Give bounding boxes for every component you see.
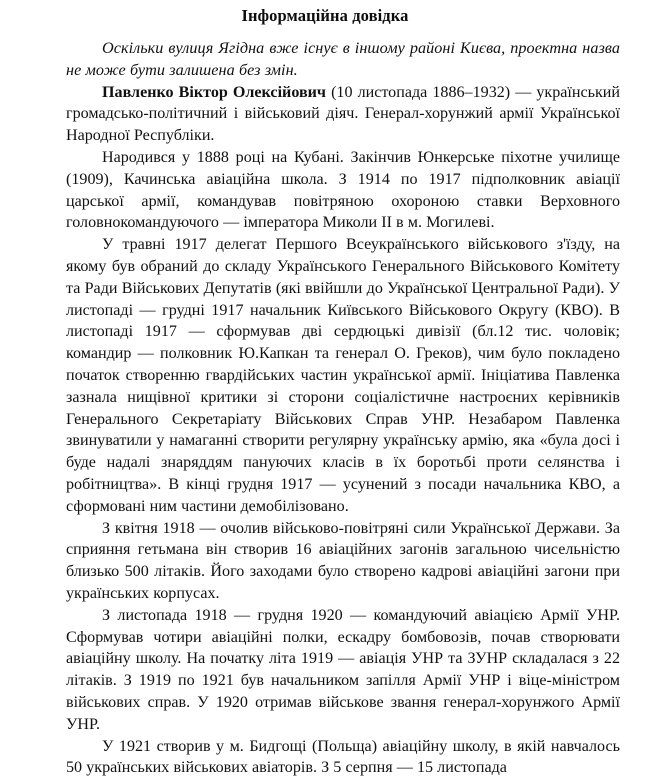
paragraph-1917-service: У травні 1917 делегат Першого Всеукраїнського військового з'їзду, на якому був обраний до складу Українського Генерального Військового Комітету та Ради Військових Депутатів (які ввійшли до Української Центральної Ради). У листопаді — грудні 1917 начальник Київського Військового Округу (КВО). В листопаді 1917 — сформував дві сердюцькі дивізії (бл.12 тис. чоловік; командир — полковник Ю.Капкан та генерал О. Греков), чим було покладено початок створенню гвардійських частин української армії. Ініціатива Павленка зазнала нищівної критики зі сторони соціалістичне настроєних керівників Генерального Секретаріату Військових Справ УНР. Незабаром Павленка звинуватили у намаганні створити регулярну українську армію, яка «була досі і буде надалі знаряддям пануючих класів в їх боротьбі проти селянства і робітництва». В кінці грудня 1917 — усунений з посади начальника КВО, а сформовані ним частини демобілізовано. <box>66 234 620 517</box>
person-description: (10 листопада 1886–1932) — український громадсько-політичний і військовий діяч. Генерал-хорунжий армії Української Народної Республіки. <box>66 84 620 145</box>
paragraph-early-life: Народився у 1888 році на Кубані. Закінчив Юнкерське піхотне училище (1909), Качинська авіаційна школа. З 1914 по 1917 підполковник авіації царської армії, командував повітряною охороною ставки Верховного головнокомандуючого — імператора Миколи II в м. Могилеві. <box>66 147 620 234</box>
paragraph-1918-1920-command: З листопада 1918 — грудня 1920 — командуючий авіацією Армії УНР. Сформував чотири авіаційні полки, ескадру бомбовозів, почав створювати авіаційну школу. На початку літа 1919 — авіація УНР та ЗУНР складалася з 22 літаків. З 1919 по 1921 був начальником запілля Армії УНР і віце-міністром військових справ. У 1920 отримав військове звання генерал-хорунжого Армії УНР. <box>66 605 620 736</box>
document-body <box>66 38 620 779</box>
paragraph-bio-heading <box>66 82 620 147</box>
person-name: Павленко Віктор Олексійович <box>102 84 326 101</box>
paragraph-1918-airforce: З квітня 1918 — очолив військово-повітряні сили Української Держави. За сприяння гетьмана він створив 16 авіаційних загонів загальною чисельністю близько 500 літаків. Його заходами було створено кадрові авіаційні загони при українських корпусах. <box>66 518 620 605</box>
paragraph-1921-school: У 1921 створив у м. Бидгощі (Польща) авіаційну школу, в якій навчалось 50 українських військових авіаторів. З 5 серпня — 15 листопада <box>66 736 620 779</box>
page-title: Інформаційна довідка <box>0 6 650 26</box>
paragraph-note: Оскільки вулиця Ягідна вже існує в іншому районі Києва, проектна назва не може бути залишена без змін. <box>66 38 620 82</box>
